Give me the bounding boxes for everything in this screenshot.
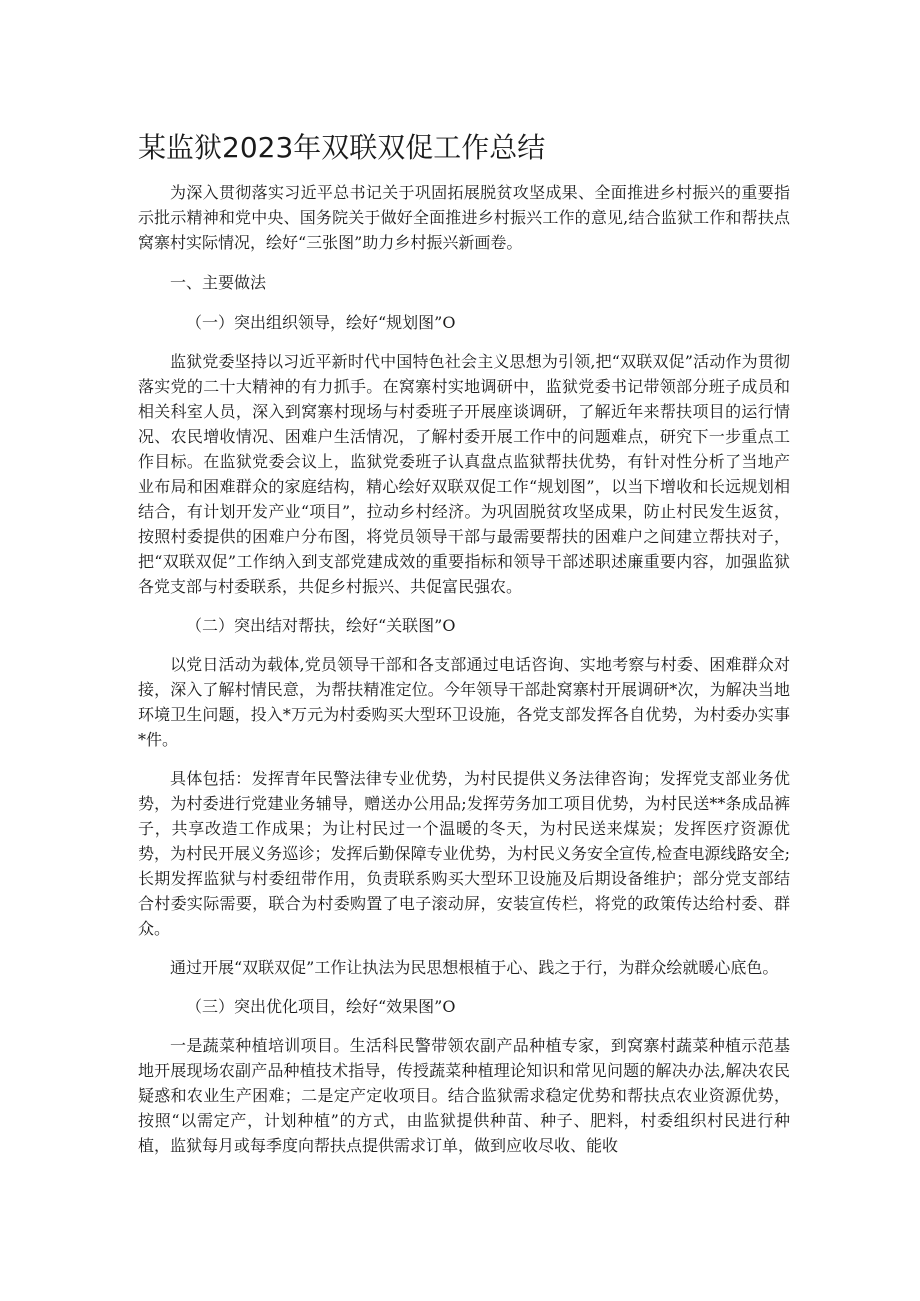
document-body <box>138 180 790 1158</box>
subsection-heading-1: （一）突出组织领导，绘好“规划图”O <box>186 313 456 332</box>
intro-paragraph: 为深入贯彻落实习近平总书记关于巩固拓展脱贫攻坚成果、全面推进乡村振兴的重要指示批示精神和党中央、国务院关于做好全面推进乡村振兴工作的意见,结合监狱工作和帮扶点窝寨村实际情况，绘好“三张图”助力乡村振兴新画卷。 <box>138 183 790 252</box>
section-heading-main-practices: 一、主要做法 <box>170 273 267 292</box>
subsection-heading-2: （二）突出结对帮扶，绘好“关联图”O <box>186 616 456 635</box>
subsection-3-paragraph: 一是蔬菜种植培训项目。生活科民警带领农副产品种植专家，到窝寨村蔬菜种植示范基地开展现场农副产品种植技术指导，传授蔬菜种植理论知识和常见问题的解决办法,解决农民疑惑和农业生产困难；二是定产定收项目。结合监狱需求稳定优势和帮扶点农业资源优势，按照“以需定产，计划种植”的方式，由监狱提供种苗、种子、肥料，村委组织村民进行种植，监狱每月或每季度向帮扶点提供需求订单，做到应收尽收、能收 <box>138 1036 790 1155</box>
subsection-2-paragraph-1: 以党日活动为载体,党员领导干部和各支部通过电话咨询、实地考察与村委、困难群众对接，深入了解村情民意，为帮扶精准定位。今年领导干部赴窝寨村开展调研*次，为解决当地环境卫生问题，投入*万元为村委购买大型环卫设施，各党支部发挥各自优势，为村委办实事*件。 <box>138 655 790 749</box>
subsection-heading-3: （三）突出优化项目，绘好“效果图”O <box>186 997 456 1016</box>
subsection-1-paragraph: 监狱党委坚持以习近平新时代中国特色社会主义思想为引领,把“双联双促”活动作为贯彻落实党的二十大精神的有力抓手。在窝寨村实地调研中，监狱党委书记带领部分班子成员和相关科室人员，深入到窝寨村现场与村委班子开展座谈调研，了解近年来帮扶项目的运行情况、农民增收情况、困难户生活情况，了解村委开展工作中的问题难点，研究下一步重点工作目标。在监狱党委会议上，监狱党委班子认真盘点监狱帮扶优势，有针对性分析了当地产业布局和困难群众的家庭结构，精心绘好双联双促工作“规划图”，以当下增收和长远规划相结合，有计划开发产业“项目”，拉动乡村经济。为巩固脱贫攻坚成果，防止村民发生返贫，按照村委提供的困难户分布图，将党员领导干部与最需要帮扶的困难户之间建立帮扶对子，把“双联双促”工作纳入到支部党建成效的重要指标和领导干部述职述廉重要内容，加强监狱各党支部与村委联系，共促乡村振兴、共促富民强农。 <box>138 352 790 596</box>
subsection-2-paragraph-3: 通过开展“双联双促”工作让执法为民思想根植于心、践之于行，为群众绘就暖心底色。 <box>170 958 779 977</box>
subsection-2-paragraph-2: 具体包括：发挥青年民警法律专业优势，为村民提供义务法律咨询；发挥党支部业务优势，为村委进行党建业务辅导，赠送办公用品;发挥劳务加工项目优势，为村民送**条成品裤子，共享改造工作成果；为让村民过一个温暖的冬天，为村民送来煤炭；发挥医疗资源优势，为村民开展义务巡诊；发挥后勤保障专业优势，为村民义务安全宣传,检查电源线路安全;长期发挥监狱与村委纽带作用，负责联系购买大型环卫设施及后期设备维护；部分党支部结合村委实际需要，联合为村委购置了电子滚动屏，安装宣传栏，将党的政策传达给村委、群众。 <box>138 769 790 938</box>
document-title: 某监狱2023年双联双促工作总结 <box>138 131 546 164</box>
